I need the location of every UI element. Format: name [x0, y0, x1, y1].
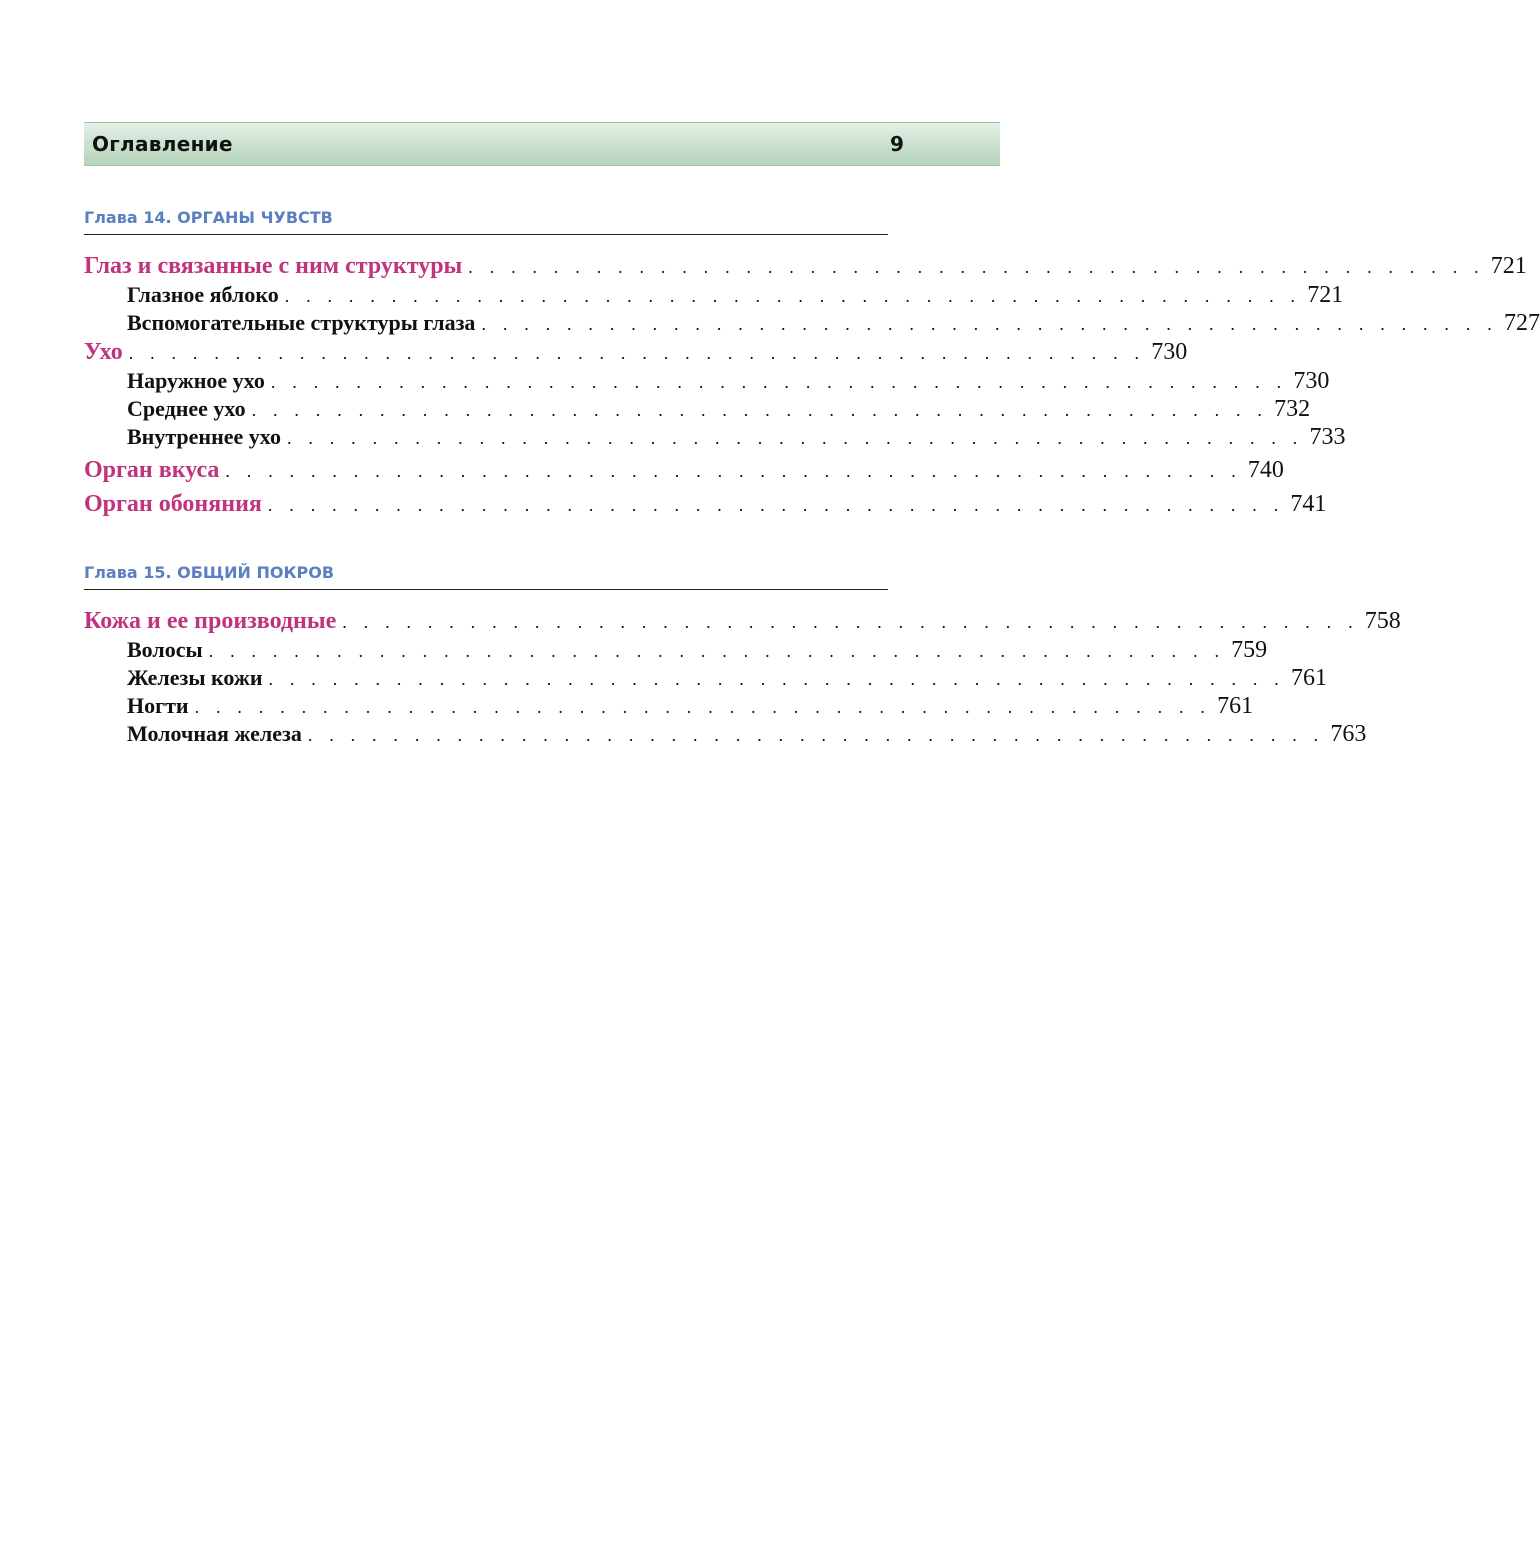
toc-entry[interactable]: [84, 692, 1254, 720]
toc-entry[interactable]: [84, 455, 1284, 485]
chapter-title: Глава 14. ОРГАНЫ ЧУВСТВ: [84, 208, 888, 235]
leader-dots: . . . . . . . . . . . . . . . . . . . . . . . . . . . . . . . . . . . . . . . . . . . . . . . .: [284, 286, 1302, 306]
toc-entry[interactable]: [84, 664, 1327, 692]
toc-entry-label: Орган вкуса: [84, 457, 220, 483]
toc-entry-page: 761: [1291, 665, 1327, 691]
toc-entry-label: Ногти: [127, 693, 189, 718]
leader-dots: . . . . . . . . . . . . . . . . . . . . . . . . . . . . . . . . . . . . . . . . . . . . . . . .: [267, 495, 1285, 515]
toc-entry-label: Волосы: [127, 637, 203, 662]
running-header-title: Оглавление: [92, 132, 233, 156]
toc-entry-page: 758: [1364, 608, 1401, 634]
chapter-15: [84, 563, 1401, 748]
leader-dots: . . . . . . . . . . . . . . . . . . . . . . . . . . . . . . . . . . . . . . . . . . . . . . . .: [251, 400, 1269, 420]
toc-entry-page: 721: [1307, 282, 1344, 308]
toc-entry-label: Наружное ухо: [127, 368, 265, 393]
toc-list: [84, 251, 1540, 519]
toc-entry[interactable]: [84, 606, 1401, 636]
toc-entry-page: 759: [1231, 637, 1268, 663]
toc-entry[interactable]: [84, 281, 1344, 309]
toc-entry-page: 727: [1503, 310, 1540, 336]
leader-dots: . . . . . . . . . . . . . . . . . . . . . . . . . . . . . . . . . . . . . . . . . . . . . . . .: [307, 725, 1325, 745]
toc-entry[interactable]: [84, 395, 1311, 423]
toc-entry-page: 730: [1151, 339, 1188, 365]
toc-entry[interactable]: [84, 636, 1268, 664]
leader-dots: . . . . . . . . . . . . . . . . . . . . . . . . . . . . . . . . . . . . . . . . . . . . . . . .: [270, 372, 1288, 392]
toc-entry-page: 741: [1290, 491, 1327, 517]
toc-entry[interactable]: [84, 423, 1346, 451]
toc-entry[interactable]: [84, 489, 1327, 519]
toc-entry[interactable]: [84, 337, 1188, 367]
toc-entry-label: Железы кожи: [127, 665, 263, 690]
toc-entry-page: 721: [1490, 253, 1527, 279]
toc-entry-page: 730: [1293, 368, 1330, 394]
chapter-14: [84, 208, 1540, 519]
toc-entry-label: Молочная железа: [127, 721, 302, 746]
leader-dots: . . . . . . . . . . . . . . . . . . . . . . . . . . . . . . . . . . . . . . . . . . . . . . . .: [268, 669, 1285, 689]
leader-dots: . . . . . . . . . . . . . . . . . . . . . . . . . . . . . . . . . . . . . . . . . . . . . . . .: [225, 461, 1242, 481]
running-header: [84, 122, 1000, 166]
toc-entry[interactable]: [84, 367, 1330, 395]
toc-entry-label: Глаз и связанные с ним структуры: [84, 253, 463, 279]
toc-entry-page: 733: [1309, 424, 1346, 450]
toc-entry-page: 763: [1330, 721, 1367, 747]
leader-dots: . . . . . . . . . . . . . . . . . . . . . . . . . . . . . . . . . . . . . . . . . . . . . . . .: [208, 641, 1226, 661]
toc-entry[interactable]: [84, 309, 1540, 337]
toc-entry[interactable]: [84, 251, 1527, 281]
toc-entry-label: Орган обоняния: [84, 491, 262, 517]
toc-entry-label: Вспомогательные структуры глаза: [127, 310, 476, 335]
toc-entry-page: 761: [1217, 693, 1254, 719]
leader-dots: . . . . . . . . . . . . . . . . . . . . . . . . . . . . . . . . . . . . . . . . . . . . . . . .: [286, 428, 1304, 448]
leader-dots: . . . . . . . . . . . . . . . . . . . . . . . . . . . . . . . . . . . . . . . . . . . . . . . .: [468, 257, 1485, 277]
chapter-title: Глава 15. ОБЩИЙ ПОКРОВ: [84, 563, 888, 590]
toc-entry-label: Кожа и ее производные: [84, 608, 337, 634]
toc-list: [84, 606, 1401, 748]
toc-entry-label: Внутреннее ухо: [127, 424, 281, 449]
page-number: 9: [890, 132, 904, 156]
toc-entry-label: Среднее ухо: [127, 396, 246, 421]
toc-entry-page: 740: [1247, 457, 1284, 483]
leader-dots: . . . . . . . . . . . . . . . . . . . . . . . . . . . . . . . . . . . . . . . . . . . . . . . .: [481, 314, 1498, 334]
toc-entry-page: 732: [1274, 396, 1311, 422]
toc-entry[interactable]: [84, 720, 1367, 748]
leader-dots: . . . . . . . . . . . . . . . . . . . . . . . . . . . . . . . . . . . . . . . . . . . . . . . .: [128, 343, 1146, 363]
leader-dots: . . . . . . . . . . . . . . . . . . . . . . . . . . . . . . . . . . . . . . . . . . . . . . . .: [194, 697, 1212, 717]
toc-entry-label: Ухо: [84, 339, 123, 365]
toc-entry-label: Глазное яблоко: [127, 282, 279, 307]
leader-dots: . . . . . . . . . . . . . . . . . . . . . . . . . . . . . . . . . . . . . . . . . . . . . . . .: [342, 612, 1359, 632]
